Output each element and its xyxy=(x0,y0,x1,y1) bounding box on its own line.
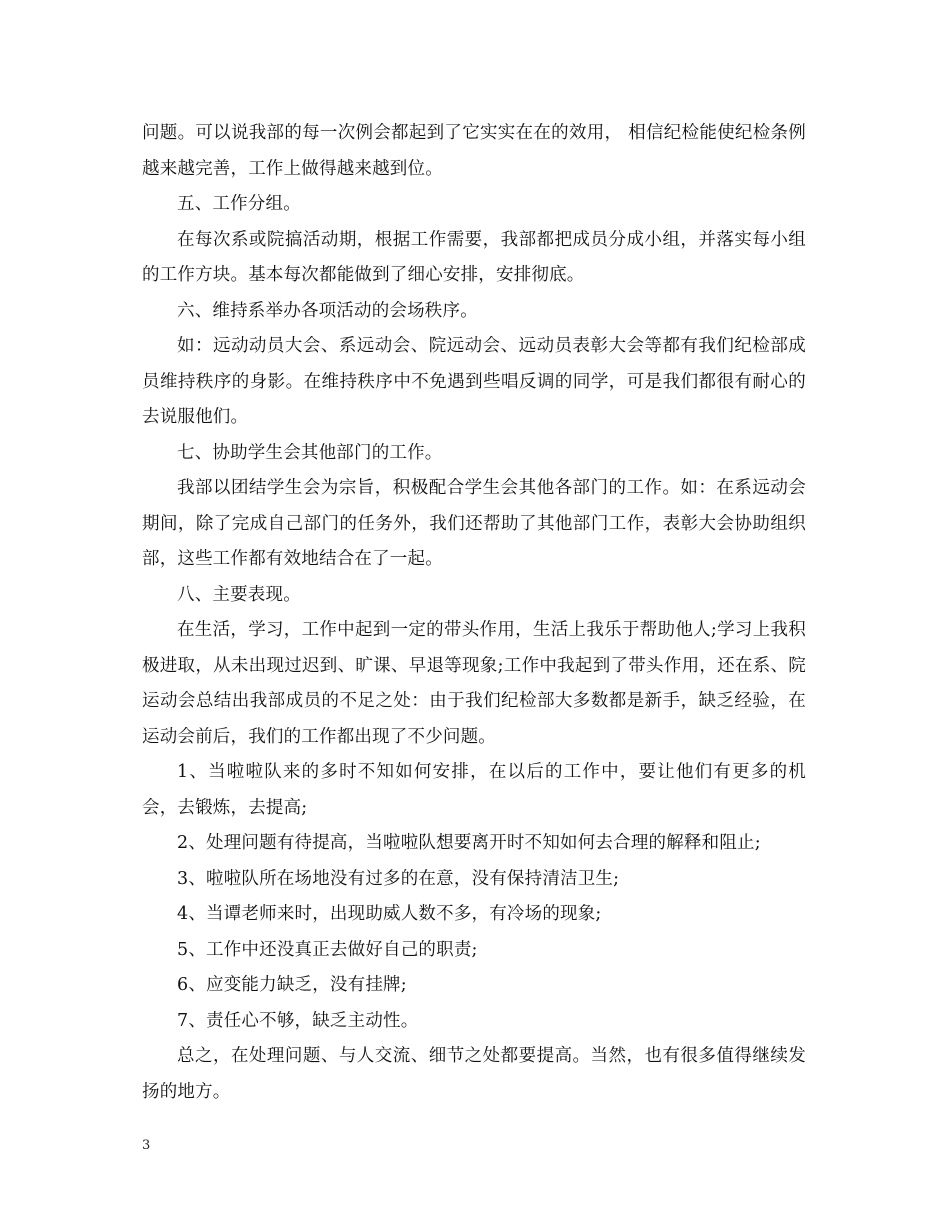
list-item: 5、工作中还没真正去做好自己的职责; xyxy=(177,939,478,960)
section-heading: 八、主要表现。 xyxy=(177,584,301,605)
list-item: 3、啦啦队所在场地没有过多的在意，没有保持清洁卫生; xyxy=(177,868,620,889)
page-number: 3 xyxy=(142,1138,151,1153)
paragraph: 总之，在处理问题、与人交流、细节之处都要提高。当然，也有很多值得继续发扬的地方。 xyxy=(142,1046,806,1102)
paragraph: 问题。可以说我部的每一次例会都起到了它实实在在的效用， 相信纪检能使纪检条例越来越完善，工作上做得越来越到位。 xyxy=(142,123,806,179)
paragraph: 在每次系或院搞活动期，根据工作需要，我部都把成员分成小组，并落实每小组的工作方块。基本每次都能做到了细心安排，安排彻底。 xyxy=(142,229,806,285)
list-item: 7、责任心不够，缺乏主动性。 xyxy=(177,1010,419,1031)
paragraph: 我部以团结学生会为宗旨，积极配合学生会其他各部门的工作。如：在系远动会期间，除了完成自己部门的任务外，我们还帮助了其他部门工作，表彰大会协助组织部，这些工作都有效地结合在了一起。 xyxy=(142,478,806,569)
section-heading: 六、维持系举办各项活动的会场秩序。 xyxy=(177,300,478,321)
list-item: 6、应变能力缺乏，没有挂牌; xyxy=(177,975,407,995)
list-item: 2、处理问题有待提高，当啦啦队想要离开时不知如何去合理的解释和阻止; xyxy=(177,833,761,853)
paragraph: 如：远动动员大会、系远动会、院远动会、远动员表彰大会等都有我们纪检部成员维持秩序的身影。在维持秩序中不免遇到些唱反调的同学，可是我们都很有耐心的去说服他们。 xyxy=(142,336,806,427)
section-heading: 七、协助学生会其他部门的工作。 xyxy=(177,442,443,463)
paragraph: 在生活，学习，工作中起到一定的带头作用，生活上我乐于帮助他人;学习上我积极进取，从未出现过迟到、旷课、早退等现象;工作中我起到了带头作用，还在系、院运动会总结出我部成员的不足之处：由于我们纪检部大多数都是新手，缺乏经验，在运动会前后，我们的工作都出现了不少问题。 xyxy=(142,620,806,747)
document-body xyxy=(142,116,806,1110)
list-item: 1、当啦啦队来的多时不知如何安排，在以后的工作中，要让他们有更多的机会，去锻炼，去提高; xyxy=(142,762,806,818)
list-item: 4、当谭老师来时，出现助威人数不多，有冷场的现象; xyxy=(177,904,602,924)
section-heading: 五、工作分组。 xyxy=(177,194,301,214)
